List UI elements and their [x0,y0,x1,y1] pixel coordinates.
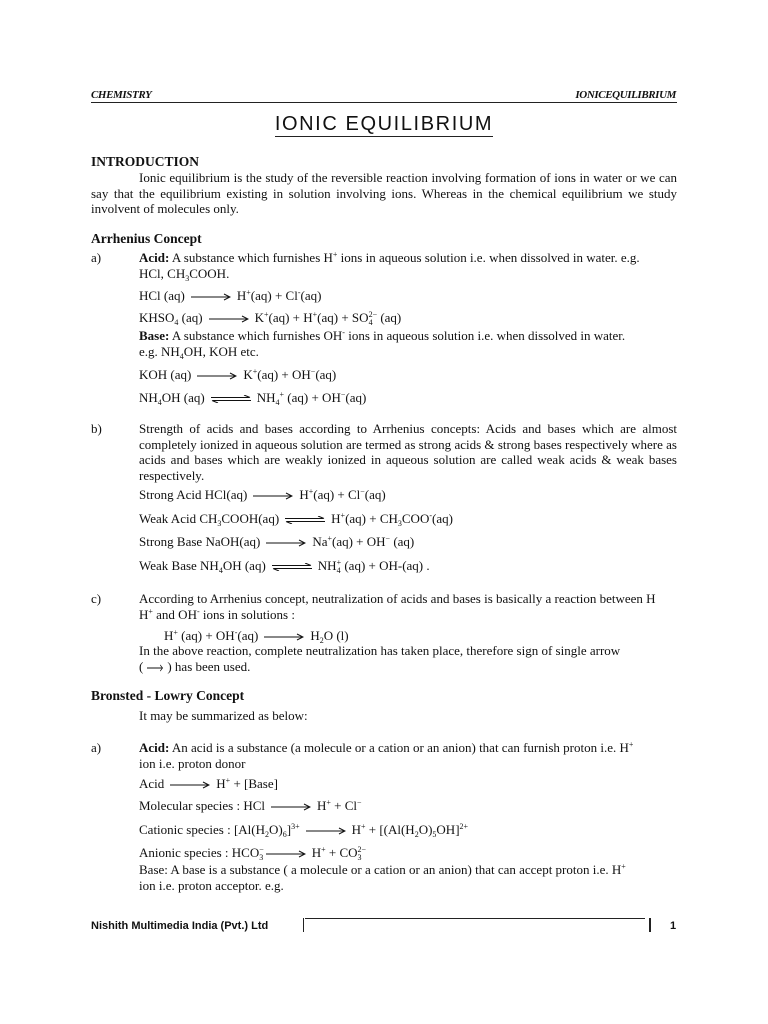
arrhenius-a-marker: a) [91,250,102,265]
header-subject: CHEMISTRY [91,89,152,101]
bronsted-base-text-cont: ion i.e. proton acceptor. e.g. [139,877,284,893]
page-title-text: IONIC EQUILIBRIUM [274,113,494,135]
equation-koh: KOH (aq) K+(aq) + OH−(aq) [139,367,337,382]
acid-text-cont: ions in aqueous solution i.e. when dissolved in water. e.g. [337,250,640,265]
base-label: Base: [139,328,170,343]
arrhenius-heading: Arrhenius Concept [91,231,202,246]
neutral-note-close: ) has been used. [167,658,251,674]
base-text-cont: ions in aqueous solution i.e. when dissolved in water. [344,328,626,343]
bronsted-a-marker: a) [91,740,102,755]
neutral-note-open: ( [139,658,144,674]
single-arrow-icon [147,664,163,672]
intro-heading: INTRODUCTION [91,154,200,169]
base-examples: e.g. NH [139,343,180,359]
equation-strong-acid: Strong Acid HCl(aq) H+(aq) + Cl−(aq) [139,487,386,502]
footer-rule [305,918,645,919]
equation-weak-acid: Weak Acid $CH_3COOH(aq)$ $H^+(aq) + CH_3COO^-(aq)$ [139,511,453,528]
neutral-text-3: ions in solutions : [199,606,295,622]
acid-examples: HCl, CH [139,265,186,281]
neutralization-paragraph: According to Arrhenius concept, neutralization of acids and bases is basically a reaction between H H+ and OH- ions in solutions : [139,591,656,622]
equation-hcl: HCl (aq) H+(aq) + Cl-(aq) [139,288,322,303]
equation-cationic-species: Cationic species : $[Al(H_2O)_6]^{3+}$ $H^+ + [(Al(H_2O)_5OH]^{2+}$ [139,822,469,839]
arrhenius-b-marker: b) [91,421,102,436]
bronsted-acid-label: Acid: [139,740,170,755]
neutral-note: In the above reaction, complete neutralization has taken place, therefore sign of single arrow [139,643,621,658]
bronsted-heading: Bronsted - Lowry Concept [91,688,245,703]
bronsted-acid-text: An acid is a substance (a molecule or a cation or an anion) that can furnish proton i.e. H [169,740,629,755]
equation-molecular-species: Molecular species : HCl H+ + Cl− [139,798,362,813]
equation-khso4: $KHSO_4$ (aq) K+(aq) + H+(aq) + SO2− 4 (aq) [139,310,402,328]
header-rule [91,102,677,103]
arrhenius-c-marker: c) [91,591,102,606]
acid-label: Acid: [139,250,170,265]
bronsted-acid-text-cont: ion i.e. proton donor [139,755,246,771]
base-examples-cont: OH, KOH etc. [183,343,259,359]
arrhenius-base-definition: Base: A substance which furnishes OH- ions in aqueous solution i.e. when dissolved in water. e.g. $NH_4OH$, KOH etc. [139,328,626,361]
equation-anionic-species: Anionic species : HCO− 3 H+ + CO2− 3 [139,845,367,863]
base-text: A substance which furnishes OH [169,328,343,343]
bronsted-base-text: Base: A base is a substance ( a molecule or a cation or an anion) that can accept proton i.e. H [139,862,622,877]
acid-text: A substance which furnishes H [169,250,333,265]
header-chapter: IONICEQUILIBRIUM [575,89,676,101]
equation-acid-general: Acid H+ + [Base] [139,776,278,791]
equation-weak-base: Weak Base $NH_4OH$ (aq) NH+ 4 (aq) + OH-(aq) . [139,558,430,576]
page-number: 1 [670,920,677,932]
acid-examples-cont: COOH. [189,265,230,281]
intro-paragraph: Ionic equilibrium is the study of the reversible reaction involving formation of ions in water or we can say that the equilibrium existing in solution involving ions. Whereas in the chemical equilibrium we study involvent of molecules only. [91,170,677,216]
bronsted-intro: It may be summarized as below: [139,708,308,723]
footer-divider [303,918,304,932]
neutralization-note [139,643,677,674]
equation-neutralization: H+ (aq) + OH-(aq) $H_2O$ (l) [164,628,349,645]
page-title [91,113,677,136]
bronsted-base-definition: Base: A base is a substance ( a molecule or a cation or an anion) that can accept proton i.e. H+ ion i.e. proton acceptor. e.g. [139,862,626,893]
neutral-text: According to Arrhenius concept, neutralization of acids and bases is basically a reaction between H [139,591,656,606]
bronsted-acid-definition: Acid: An acid is a substance (a molecule or a cation or an anion) that can furnish proton i.e. H+ ion i.e. proton donor [139,740,634,771]
footer-company: Nishith Multimedia India (Pvt.) Ltd [91,920,269,932]
strength-paragraph: Strength of acids and bases according to Arrhenius concepts: Acids and bases which are almost completely ionized in aqueous solution are termed as strong acids & strong bases respectively where as acids and bases which are weakly ionized in aqueous solution are called weak acids & weak bases respectively. [139,421,677,483]
equation-nh4oh: $NH_4OH$ (aq) $NH_4^+$ (aq) + OH−(aq) [139,390,367,407]
equation-strong-base: Strong Base NaOH(aq) Na+(aq) + OH− (aq) [139,534,415,549]
neutral-text-2: and OH [152,606,197,622]
footer-divider-right [649,918,651,932]
arrhenius-acid-definition: Acid: A substance which furnishes H+ ions in aqueous solution i.e. when dissolved in water. e.g. HCl, $CH_3COOH$. [139,250,640,283]
